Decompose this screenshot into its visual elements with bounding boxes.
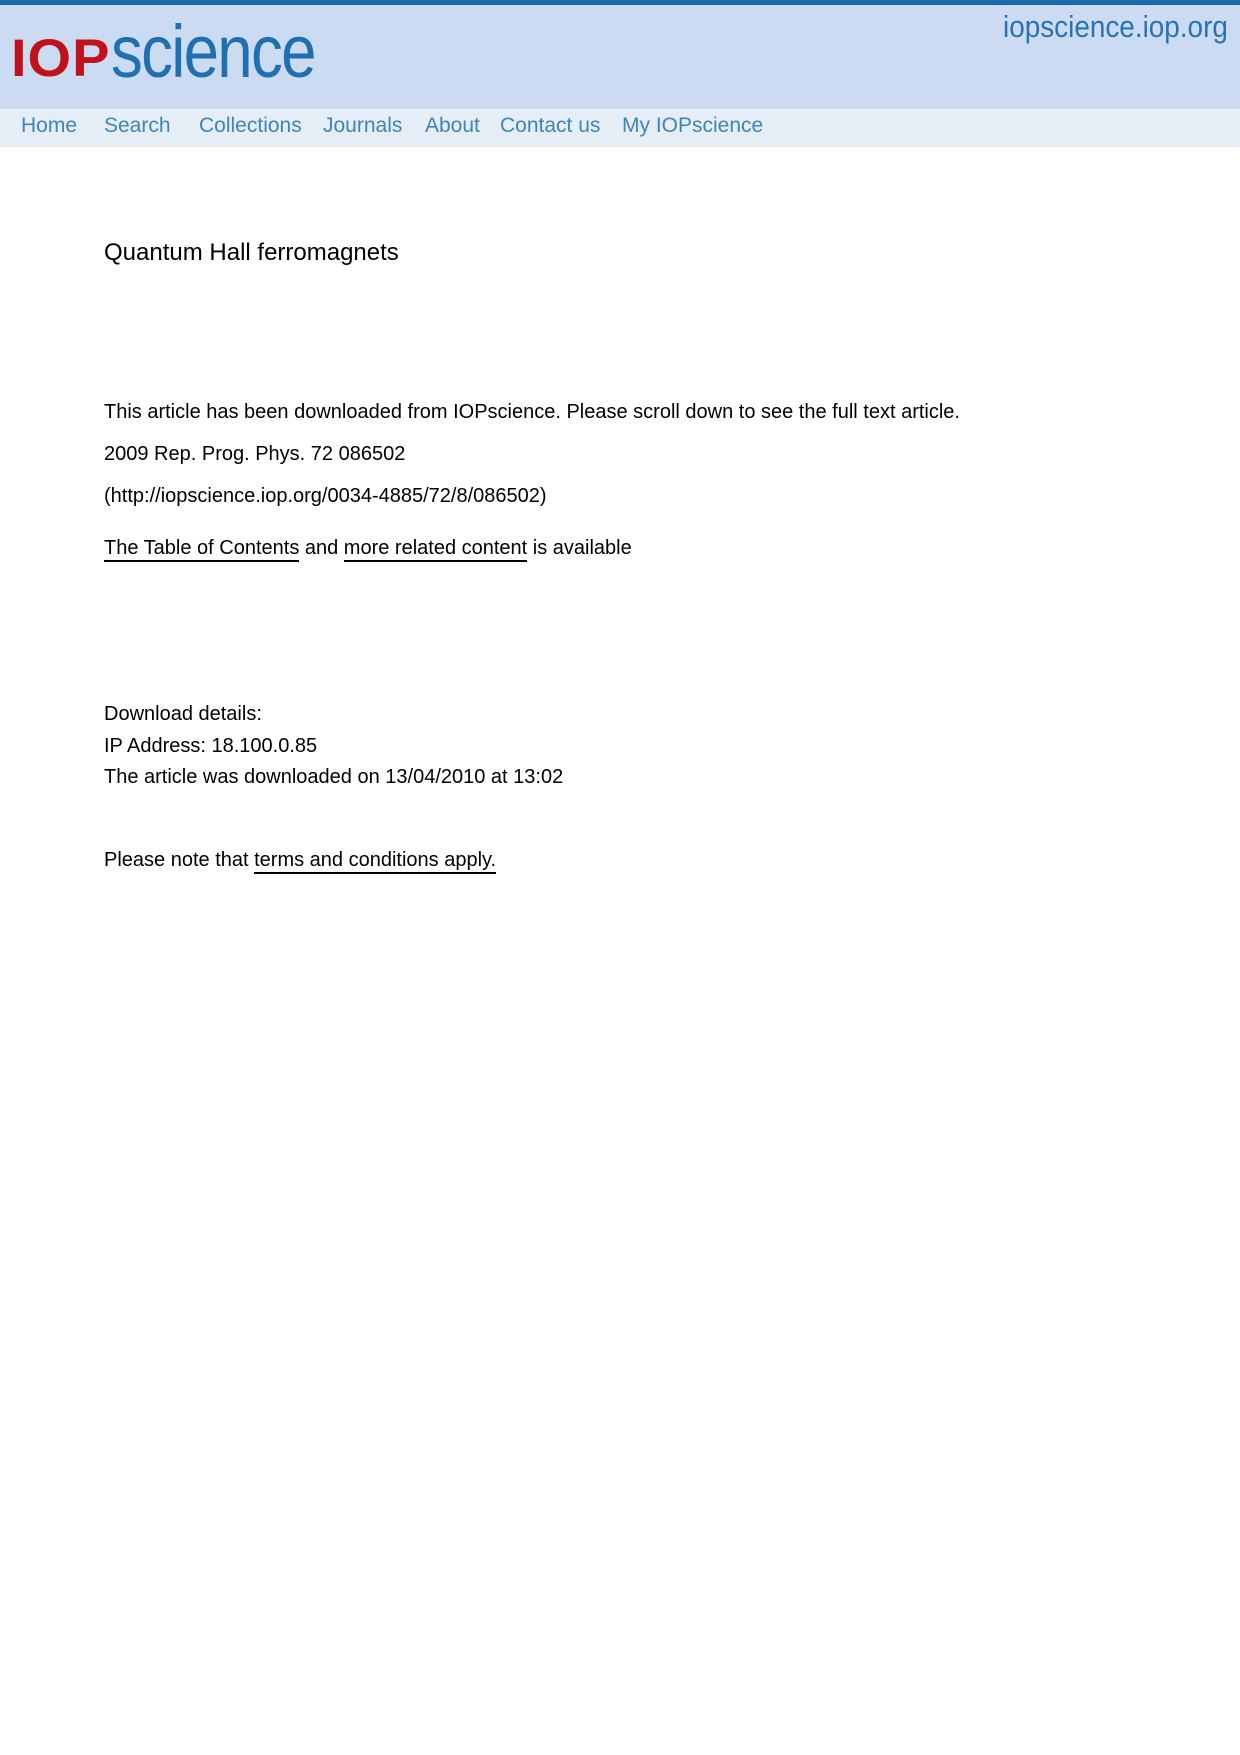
logo-science-text: science <box>111 10 316 93</box>
site-header <box>0 0 1240 109</box>
logo-iop-text: IOP <box>11 27 111 88</box>
terms-prefix: Please note that <box>104 849 255 871</box>
nav-item-search[interactable]: Search <box>104 114 171 137</box>
nav-item-journals[interactable]: Journals <box>323 114 403 137</box>
article-title: Quantum Hall ferromagnets <box>104 239 399 266</box>
nav-item-home[interactable]: Home <box>21 114 78 137</box>
nav-item-collections[interactable]: Collections <box>199 114 302 137</box>
related-links-line <box>104 536 632 560</box>
nav-item-about[interactable]: About <box>425 114 480 137</box>
nav-item-my-iopscience[interactable]: My IOPscience <box>622 114 764 137</box>
ip-address: IP Address: 18.100.0.85 <box>104 735 318 757</box>
available-text: is available <box>527 537 632 559</box>
site-url-link[interactable]: iopscience.iop.org <box>1003 9 1228 44</box>
iopscience-logo[interactable] <box>11 9 348 93</box>
and-text: and <box>299 537 344 559</box>
nav-item-contact-us[interactable]: Contact us <box>500 114 601 137</box>
terms-and-conditions-link[interactable]: terms and conditions apply. <box>254 849 496 874</box>
download-details-heading: Download details: <box>104 703 262 725</box>
table-of-contents-link[interactable]: The Table of Contents <box>104 537 299 562</box>
citation: 2009 Rep. Prog. Phys. 72 086502 <box>104 443 406 465</box>
download-notice: This article has been downloaded from IOPscience. Please scroll down to see the full text article. <box>104 401 960 423</box>
terms-line <box>104 848 496 872</box>
download-date: The article was downloaded on 13/04/2010 at 13:02 <box>104 766 564 788</box>
article-url: (http://iopscience.iop.org/0034-4885/72/8/086502) <box>104 485 547 507</box>
related-content-link[interactable]: more related content <box>344 537 527 562</box>
main-nav <box>0 109 1240 147</box>
